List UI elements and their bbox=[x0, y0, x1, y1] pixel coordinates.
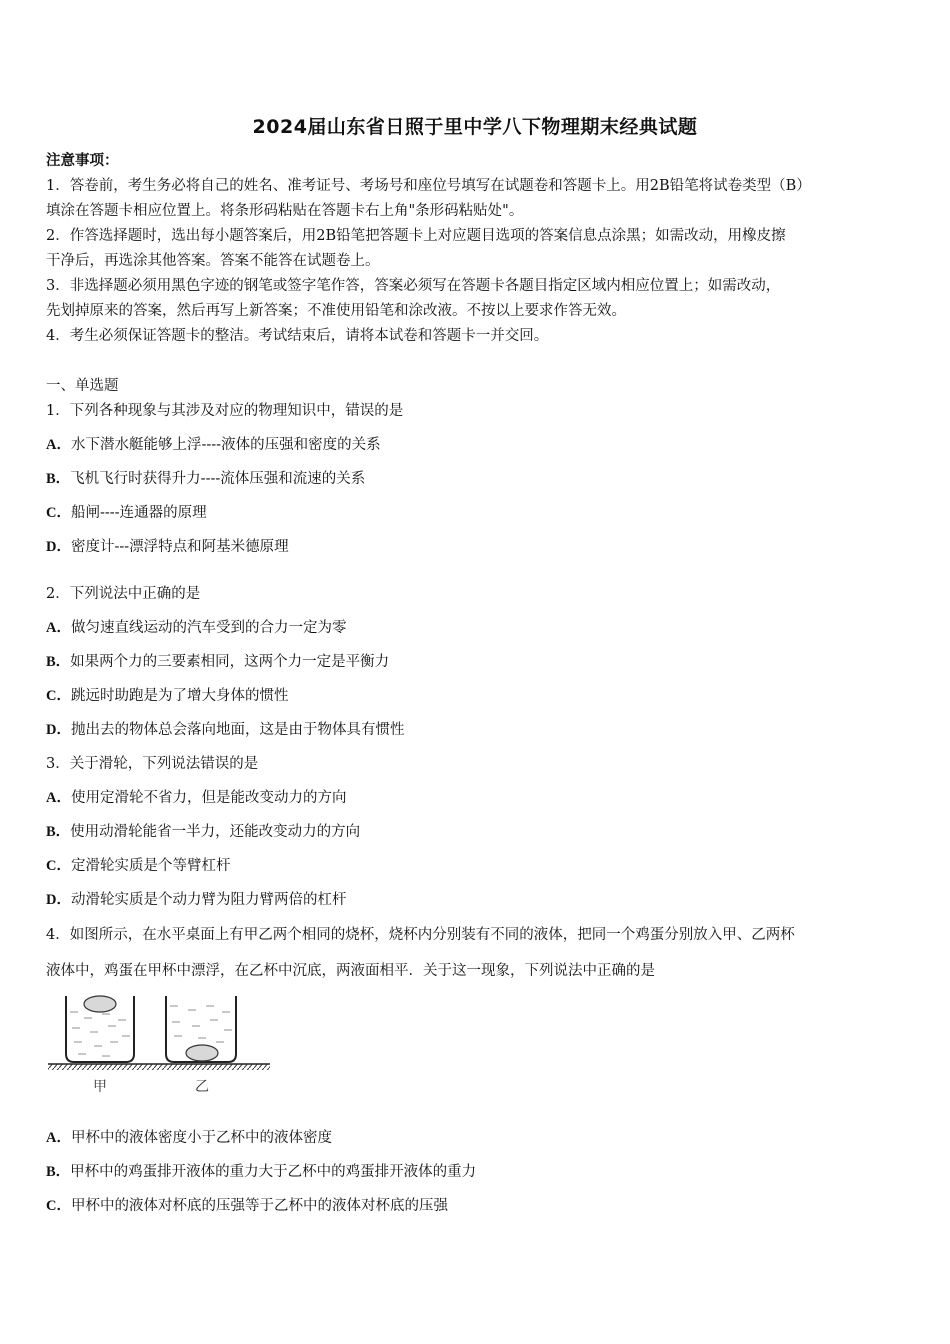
notice-line: 1．答卷前，考生务必将自己的姓名、准考证号、考场号和座位号填写在试题卷和答题卡上。用2B铅笔将试卷类型（B） bbox=[46, 178, 811, 194]
egg-sunk bbox=[186, 1045, 218, 1061]
option-text: 使用定滑轮不省力，但是能改变动力的方向 bbox=[70, 790, 347, 806]
option bbox=[46, 469, 365, 489]
option-text: 船闸----连通器的原理 bbox=[70, 505, 207, 521]
option bbox=[46, 537, 289, 557]
option-text: 甲杯中的液体密度小于乙杯中的液体密度 bbox=[70, 1130, 332, 1146]
question-stem: 3．关于滑轮，下列说法错误的是 bbox=[46, 756, 259, 772]
notice-line: 先划掉原来的答案，然后再写上新答案；不准使用铅笔和涂改液。不按以上要求作答无效。 bbox=[46, 303, 626, 319]
option bbox=[46, 822, 360, 842]
option bbox=[46, 686, 288, 706]
option-letter: B． bbox=[46, 824, 71, 840]
option bbox=[46, 652, 389, 672]
question-stem: 4．如图所示，在水平桌面上有甲乙两个相同的烧杯，烧杯内分别装有不同的液体，把同一个鸡蛋分别放入甲、乙两杯 bbox=[46, 927, 795, 943]
option-text: 飞机飞行时获得升力----流体压强和流速的关系 bbox=[70, 471, 366, 487]
beaker-jia bbox=[66, 996, 134, 1062]
question-stem: 1．下列各种现象与其涉及对应的物理知识中，错误的是 bbox=[46, 403, 404, 419]
option bbox=[46, 890, 346, 910]
option-letter: A． bbox=[46, 1130, 71, 1146]
page-title: 2024届山东省日照于里中学八下物理期末经典试题 bbox=[252, 116, 698, 138]
option-letter: D． bbox=[46, 892, 71, 908]
option bbox=[46, 1196, 448, 1216]
option bbox=[46, 856, 230, 876]
option bbox=[46, 788, 346, 808]
question-stem: 液体中，鸡蛋在甲杯中漂浮，在乙杯中沉底，两液面相平．关于这一现象，下列说法中正确的是 bbox=[46, 963, 655, 979]
option-text: 如果两个力的三要素相同，这两个力一定是平衡力 bbox=[70, 654, 390, 670]
notice-heading: 注意事项： bbox=[46, 152, 119, 169]
option-letter: A． bbox=[46, 437, 71, 453]
option-text: 定滑轮实质是个等臂杠杆 bbox=[70, 858, 231, 874]
beakers-figure bbox=[44, 990, 274, 1102]
option-text: 跳远时助跑是为了增大身体的惯性 bbox=[70, 688, 289, 704]
notice-line: 填涂在答题卡相应位置上。将条形码粘贴在答题卡右上角"条形码粘贴处"。 bbox=[46, 203, 524, 219]
option-letter: B． bbox=[46, 654, 71, 670]
beaker-label: 乙 bbox=[195, 1079, 209, 1095]
notice-line: 干净后，再选涂其他答案。答案不能答在试题卷上。 bbox=[46, 253, 380, 269]
question-stem: 2．下列说法中正确的是 bbox=[46, 586, 201, 602]
option-letter: A． bbox=[46, 620, 71, 636]
option-letter: B． bbox=[46, 1164, 71, 1180]
option-text: 动滑轮实质是个动力臂为阻力臂两倍的杠杆 bbox=[70, 892, 347, 908]
option-letter: B． bbox=[46, 471, 71, 487]
notice-line: 4．考生必须保证答题卡的整洁。考试结束后，请将本试卷和答题卡一并交回。 bbox=[46, 328, 549, 344]
beaker-yi bbox=[166, 996, 236, 1062]
option-letter: D． bbox=[46, 722, 71, 738]
option-letter: C． bbox=[46, 1198, 71, 1214]
option bbox=[46, 1162, 476, 1182]
beaker-label: 甲 bbox=[93, 1079, 107, 1095]
option bbox=[46, 618, 346, 638]
notice-line: 3．非选择题必须用黑色字迹的钢笔或签字笔作答，答案必须写在答题卡各题目指定区域内相应位置上；如需改动， bbox=[46, 278, 781, 294]
table-surface bbox=[48, 1064, 270, 1070]
section-heading: 一、单选题 bbox=[46, 378, 119, 394]
option-text: 水下潜水艇能够上浮----液体的压强和密度的关系 bbox=[70, 437, 381, 453]
option-text: 密度计---漂浮特点和阿基米德原理 bbox=[70, 539, 289, 555]
option-letter: C． bbox=[46, 505, 71, 521]
option-text: 甲杯中的液体对杯底的压强等于乙杯中的液体对杯底的压强 bbox=[70, 1198, 448, 1214]
option-letter: C． bbox=[46, 858, 71, 874]
option bbox=[46, 720, 404, 740]
egg-floating bbox=[84, 996, 116, 1012]
option-text: 使用动滑轮能省一半力，还能改变动力的方向 bbox=[70, 824, 361, 840]
option-text: 抛出去的物体总会落向地面，这是由于物体具有惯性 bbox=[70, 722, 405, 738]
option-letter: D． bbox=[46, 539, 71, 555]
option-text: 做匀速直线运动的汽车受到的合力一定为零 bbox=[70, 620, 347, 636]
option-text: 甲杯中的鸡蛋排开液体的重力大于乙杯中的鸡蛋排开液体的重力 bbox=[70, 1164, 477, 1180]
option bbox=[46, 503, 207, 523]
option bbox=[46, 1128, 332, 1148]
option bbox=[46, 435, 381, 455]
option-letter: A． bbox=[46, 790, 71, 806]
notice-line: 2．作答选择题时，选出每小题答案后，用2B铅笔把答题卡上对应题目选项的答案信息点涂黑；如需改动，用橡皮擦 bbox=[46, 228, 786, 244]
option-letter: C． bbox=[46, 688, 71, 704]
